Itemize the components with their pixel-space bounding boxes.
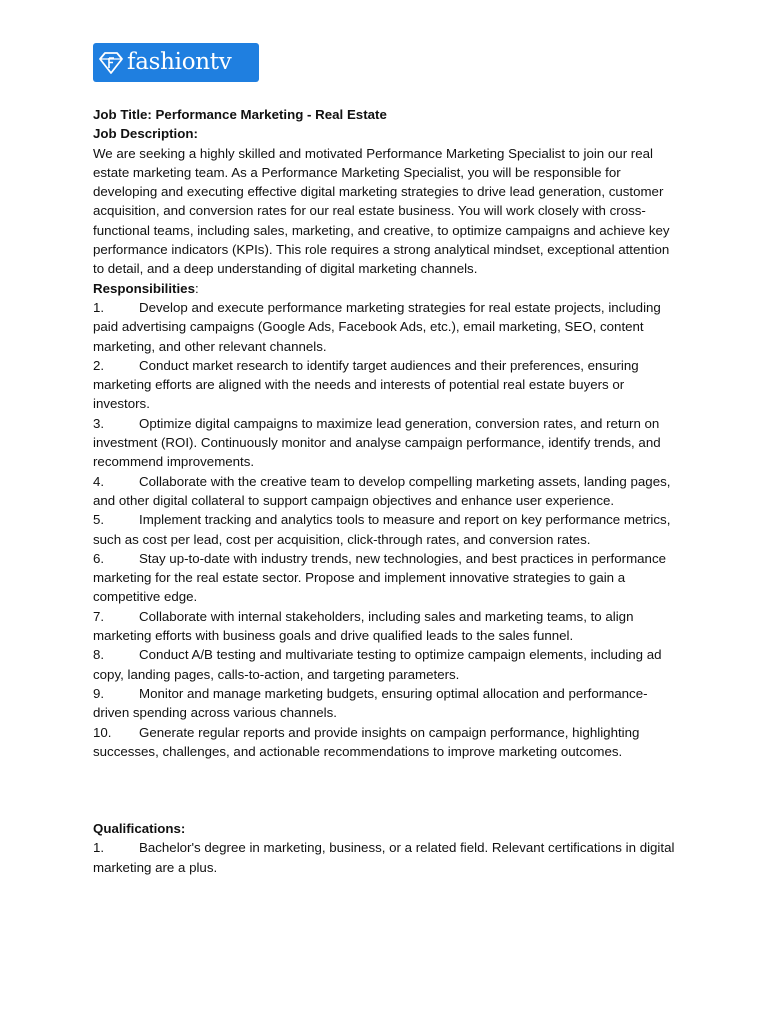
- list-item: [93, 298, 683, 356]
- item-text: Monitor and manage marketing budgets, ensuring optimal allocation and performance-driven spending across various channels.: [93, 685, 648, 721]
- list-item: [93, 645, 683, 684]
- item-number: 7.: [93, 608, 105, 624]
- responsibilities-heading: [93, 279, 683, 298]
- item-text: Bachelor's degree in marketing, business, or a related field. Relevant certifications in digital marketing are a plus.: [93, 840, 675, 875]
- item-text: Collaborate with internal stakeholders, including sales and marketing teams, to align marketing efforts with business goals and drive qualified leads to the sales funnel.: [93, 608, 634, 644]
- list-item: [93, 684, 683, 723]
- list-item: [93, 356, 683, 414]
- item-text: Stay up-to-date with industry trends, new technologies, and best practices in performance marketing for the real estate sector. Propose and implement innovative strategies to gain a competitive edge.: [93, 550, 666, 605]
- job-description-text: We are seeking a highly skilled and motivated Performance Marketing Specialist to join our real estate marketing team. As a Performance Marketing Specialist, you will be responsible for developing and executing effective digital marketing strategies to drive lead generation, customer acquisition, and conversion rates for our real estate business. You will work closely with cross-functional teams, including sales, marketing, and creative, to optimize campaigns and achieve key performance indicators (KPIs). This role requires a strong analytical mindset, exceptional attention to detail, and a deep understanding of digital marketing channels.: [93, 145, 670, 277]
- item-number: 6.: [93, 550, 105, 566]
- list-item: [93, 549, 683, 607]
- item-number: 9.: [93, 685, 105, 701]
- list-item: [93, 838, 683, 877]
- item-text: Conduct market research to identify target audiences and their preferences, ensuring marketing efforts are aligned with the needs and interests of potential real estate buyers or investors.: [93, 357, 639, 412]
- item-text: Optimize digital campaigns to maximize lead generation, conversion rates, and return on investment (ROI). Continuously monitor and analyse campaign performance, identify trends, and recommend improvements.: [93, 415, 661, 470]
- qualifications-heading: Qualifications:: [93, 821, 186, 837]
- fashiontv-logo: [93, 43, 259, 82]
- item-number: 2.: [93, 357, 105, 373]
- item-text: Implement tracking and analytics tools to measure and report on key performance metrics, such as cost per lead, cost per acquisition, click-through rates, and conversion rates.: [93, 512, 671, 547]
- job-description-heading: Job Description:: [93, 126, 198, 142]
- responsibilities-label: Responsibilities: [93, 280, 195, 296]
- responsibilities-colon: :: [194, 280, 199, 296]
- item-text: Develop and execute performance marketing strategies for real estate projects, including paid advertising campaigns (Google Ads, Facebook Ads, etc.), email marketing, SEO, content marketing, and other relevant channels.: [93, 299, 661, 354]
- section-spacer: [93, 761, 683, 819]
- qualifications-list: [93, 838, 683, 877]
- item-number: 4.: [93, 473, 105, 489]
- list-item: [93, 472, 683, 511]
- item-text: Generate regular reports and provide insights on campaign performance, highlighting successes, challenges, and actionable recommendations to improve marketing outcomes.: [93, 724, 640, 759]
- item-number: 10.: [93, 724, 112, 740]
- item-number: 3.: [93, 415, 105, 431]
- list-item: [93, 414, 683, 472]
- diamond-f-icon: [98, 50, 124, 76]
- list-item: [93, 607, 683, 646]
- brand-name: fashiontv: [127, 49, 232, 75]
- list-item: [93, 723, 683, 762]
- item-number: 1.: [93, 299, 105, 315]
- responsibilities-list: [93, 298, 683, 761]
- item-number: 1.: [93, 840, 105, 856]
- item-number: 5.: [93, 512, 105, 528]
- item-text: Collaborate with the creative team to develop compelling marketing assets, landing pages, and other digital collateral to support campaign objectives and enhance user experience.: [93, 473, 671, 508]
- job-document: [93, 105, 683, 877]
- item-number: 8.: [93, 647, 105, 663]
- item-text: Conduct A/B testing and multivariate testing to optimize campaign elements, including ad copy, landing pages, calls-to-action, and targeting parameters.: [93, 647, 662, 682]
- job-title: Job Title: Performance Marketing - Real Estate: [93, 107, 387, 122]
- list-item: [93, 510, 683, 549]
